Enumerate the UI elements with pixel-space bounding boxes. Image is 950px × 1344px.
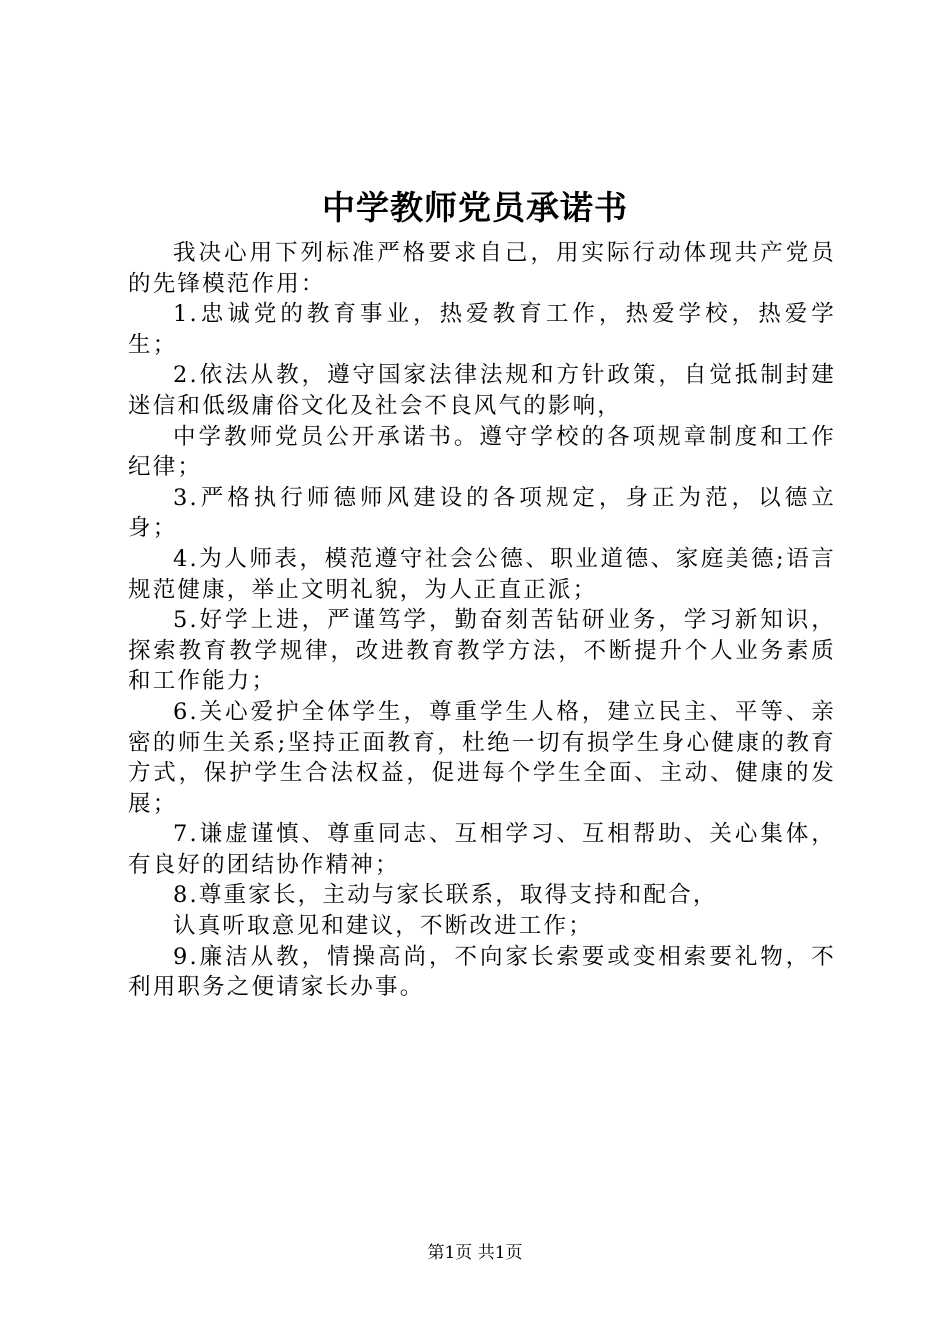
document-body [128, 238, 836, 1003]
paragraph-intro: 我决心用下列标准严格要求自己，用实际行动体现共产党员的先锋模范作用： [128, 240, 836, 297]
paragraph-item-2: 2.依法从教，遵守国家法律法规和方针政策，自觉抵制封建迷信和低级庸俗文化及社会不良风气的影响， [128, 362, 836, 419]
page-footer: 第1页 共1页 [427, 1243, 523, 1263]
paragraph-item-2-continued: 中学教师党员公开承诺书。遵守学校的各项规章制度和工作纪律； [128, 423, 836, 481]
paragraph-item-1: 1.忠诚党的教育事业，热爱教育工作，热爱学校，热爱学生； [128, 301, 836, 358]
paragraph-item-6: 6.关心爱护全体学生，尊重学生人格，建立民主、平等、亲密的师生关系;坚持正面教育，杜绝一切有损学生身心健康的教育方式，保护学生合法权益，促进每个学生全面、主动、健康的发展； [128, 698, 836, 817]
paragraph-item-5: 5.好学上进，严谨笃学，勤奋刻苦钻研业务，学习新知识，探索教育教学规律，改进教育教学方法，不断提升个人业务素质和工作能力； [128, 607, 836, 695]
document-title: 中学教师党员承诺书 [322, 188, 628, 227]
paragraph-item-4: 4.为人师表，模范遵守社会公德、职业道德、家庭美德;语言规范健康，举止文明礼貌，为人正直正派； [128, 545, 836, 603]
paragraph-item-8-continued: 认真听取意见和建议，不断改进工作； [173, 913, 593, 940]
paragraph-item-3: 3.严格执行师德师风建设的各项规定，身正为范，以德立身； [128, 484, 836, 542]
paragraph-item-7: 7.谦虚谨慎、尊重同志、互相学习、互相帮助、关心集体，有良好的团结协作精神； [128, 821, 836, 878]
paragraph-item-8: 8.尊重家长，主动与家长联系，取得支持和配合， [173, 882, 718, 909]
paragraph-item-9: 9.廉洁从教，情操高尚，不向家长索要或变相索要礼物，不利用职务之便请家长办事。 [128, 943, 836, 1001]
